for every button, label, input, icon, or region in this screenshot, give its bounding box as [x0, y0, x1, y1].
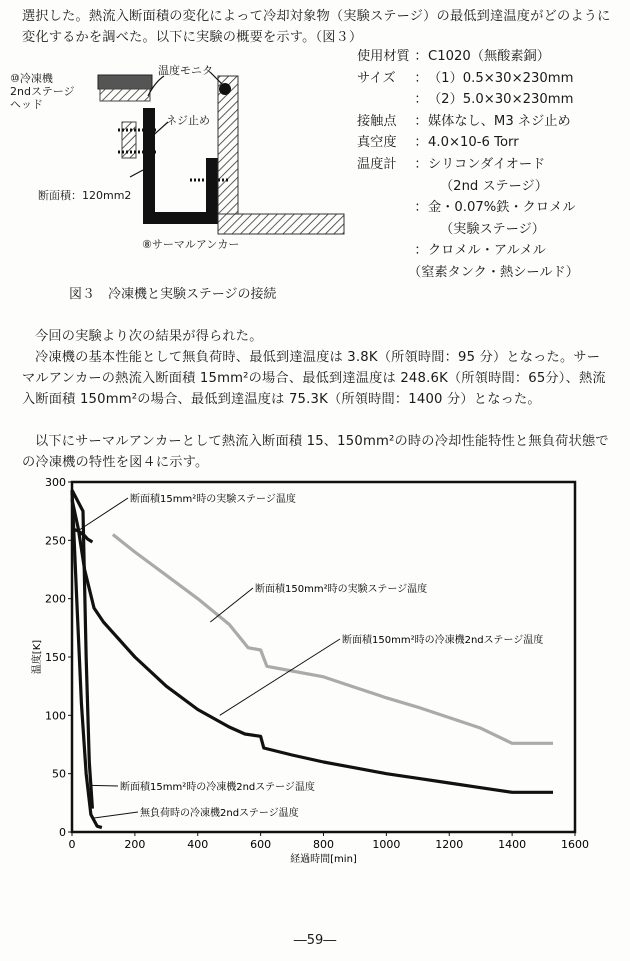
spec-key: 使用材質 — [357, 49, 410, 64]
annotation-label: 無負荷時の冷凍機2ndステージ温度 — [140, 808, 299, 819]
spec-key: サイズ — [357, 70, 396, 86]
spec-value: （実験ステージ） — [440, 221, 545, 237]
spec-colon: ： — [414, 135, 428, 151]
spec-colon: ： — [414, 156, 428, 172]
annotation-arrow — [210, 588, 253, 622]
spec-colon: ： — [414, 49, 428, 64]
left-bracket — [122, 122, 136, 158]
x-tick-label: 1000 — [372, 838, 401, 851]
spec-value: （1）0.5×30×230mm — [428, 70, 574, 86]
x-tick-label: 1200 — [435, 838, 464, 851]
label-cross-section: 断面積：120mm2 — [38, 189, 132, 202]
y-tick-label: 200 — [45, 592, 66, 606]
spec-value: クロメル・アルメル — [428, 243, 546, 259]
spec-row — [357, 46, 617, 68]
y-tick-label: 0 — [59, 826, 66, 839]
y-tick-label: 100 — [45, 709, 66, 723]
page-number: ―59― — [293, 933, 337, 948]
spec-colon: ： — [414, 92, 428, 108]
spec-row — [357, 132, 617, 154]
label-cooler-head-3: ヘッド — [10, 98, 43, 111]
spec-value: シリコンダイオード — [428, 156, 546, 172]
spec-row — [357, 262, 617, 284]
x-tick-label: 0 — [68, 838, 76, 851]
spec-row — [357, 89, 617, 111]
spec-row — [357, 111, 617, 133]
spec-colon: ： — [414, 70, 428, 86]
spec-row — [357, 68, 617, 90]
y-tick-label: 250 — [45, 534, 66, 548]
label-screw: ネジ止め — [166, 114, 210, 127]
label-cooler-head-2: 2ndステージ — [10, 85, 75, 98]
x-tick-label: 1400 — [498, 838, 527, 851]
annotation-arrow — [78, 498, 128, 531]
y-tick-label: 150 — [45, 651, 66, 664]
figure-4-chart — [0, 466, 630, 876]
cooler-head-block — [98, 75, 152, 89]
results-figure-note: 以下にサーマルアンカーとして熱流入断面積 15、150mm²の時の冷却性能特性と無負荷状態での冷凍機の特性を図４に示す。 — [22, 434, 609, 470]
x-tick-label: 400 — [187, 838, 209, 851]
thermal-anchor-vertical — [143, 108, 155, 224]
spec-row — [357, 176, 617, 198]
annotation-arrow — [94, 812, 138, 818]
annotation-arrow — [91, 785, 118, 786]
spec-row — [357, 197, 617, 219]
spec-value: 媒体なし、M3 ネジ止め — [428, 113, 571, 129]
figure-3-caption: 図３ 冷凍機と実験ステージの接続 — [69, 287, 277, 302]
x-tick-label: 600 — [250, 838, 272, 851]
spec-row — [357, 219, 617, 241]
x-tick-label: 1600 — [561, 838, 589, 851]
label-thermal-anchor: ⑧サーマルアンカー — [142, 238, 240, 251]
figure-3-diagram — [10, 62, 350, 266]
results-intro: 今回の実験より次の結果が得られた。 — [35, 329, 263, 344]
spec-colon: ： — [414, 200, 428, 216]
temp-sensor-icon — [219, 83, 231, 95]
label-cooler-head: ⑩冷凍機 — [10, 72, 53, 85]
stage-vertical — [218, 76, 238, 214]
spec-value: （窒素タンク・熱シールド） — [408, 264, 579, 280]
spec-value: 金・0.07%鉄・クロメル — [428, 200, 576, 216]
spec-key — [357, 219, 414, 241]
spec-key: 真空度 — [357, 135, 397, 151]
spec-key — [357, 197, 414, 219]
x-tick-label: 200 — [124, 838, 146, 851]
intro-paragraph: 選択した。熱流入断面積の変化によって冷却対象物（実験ステージ）の最低到達温度がどのように変化するかを調べた。以下に実験の概要を示す。（図３） — [22, 9, 611, 45]
label-temp-monitor: 温度モニタ — [158, 64, 213, 77]
annotation-label: 断面積150mm²時の冷凍機2ndステージ温度 — [342, 635, 544, 646]
spec-key: 温度計 — [357, 156, 397, 172]
annotation-label: 断面積15mm²時の実験ステージ温度 — [130, 494, 296, 505]
annotation-label: 断面積150mm²時の実験ステージ温度 — [255, 584, 428, 595]
connection-diagram — [30, 62, 350, 262]
spec-colon — [414, 176, 428, 198]
spec-key — [357, 262, 414, 284]
spec-row — [357, 240, 617, 262]
spec-colon: ： — [414, 113, 428, 129]
spec-row — [357, 154, 617, 176]
experiment-spec-list — [357, 46, 617, 284]
spec-value: （2nd ステージ） — [440, 178, 548, 194]
spec-value: （2）5.0×30×230mm — [428, 92, 574, 108]
y-tick-label: 50 — [52, 767, 66, 781]
spec-value: 4.0×10-6 Torr — [428, 135, 519, 151]
x-axis-label: 経過時間[min] — [290, 854, 357, 865]
cooler-head-plate — [100, 89, 150, 101]
spec-colon: ： — [414, 243, 428, 259]
spec-colon — [414, 219, 428, 241]
plot-frame — [72, 482, 575, 832]
results-body: 冷凍機の基本性能として無負荷時、最低到達温度は 3.8K（所領時間：95 分）となった。サーマルアンカーの熱流入断面積 15mm²の場合、最低到達温度は 248.6K（所領時間：65分）、熱流入断面積 150mm²の場合、最低到達温度は 75.3K（所領時間：1400 分）となった。 — [22, 350, 606, 407]
spec-value: C1020（無酸素銅） — [428, 49, 550, 64]
y-tick-label: 300 — [45, 476, 66, 489]
thermal-anchor-right — [206, 158, 218, 224]
annotation-label: 断面積15mm²時の冷凍機2ndステージ温度 — [120, 782, 315, 793]
spec-key — [357, 240, 414, 262]
y-axis-label: 温度[K] — [32, 639, 43, 675]
spec-key: 接触点 — [357, 113, 397, 129]
stage-horizontal — [218, 214, 344, 234]
spec-key — [357, 176, 414, 198]
x-tick-label: 800 — [313, 838, 334, 851]
spec-key — [357, 89, 414, 111]
